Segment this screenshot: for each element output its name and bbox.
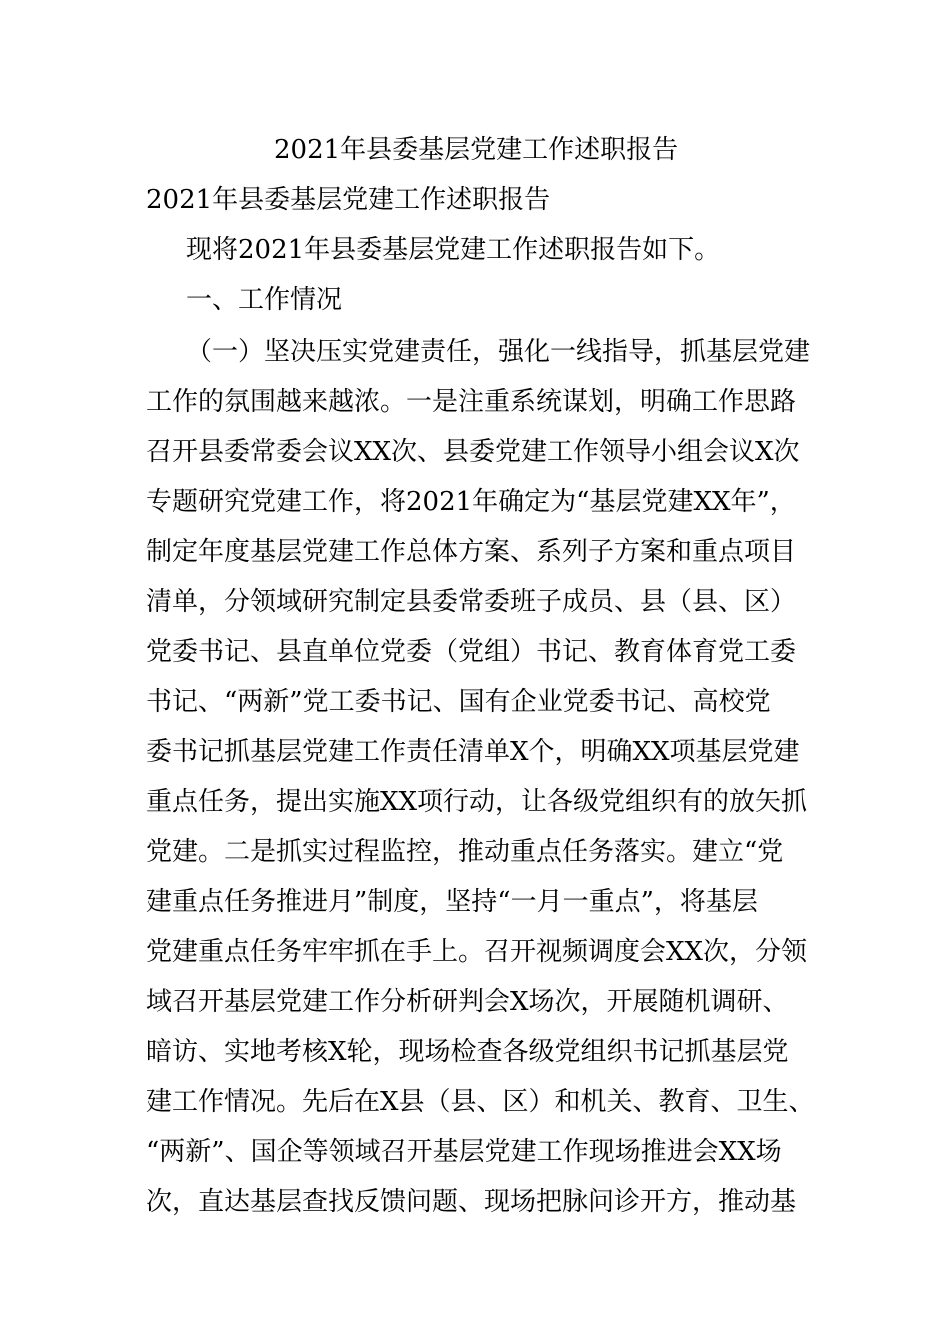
paragraph-line: 工作的氛围越来越浓。一是注重系统谋划，明确工作思路 (146, 387, 797, 417)
paragraph-line: 党委书记、县直单位党委（党组）书记、教育体育党工委 (146, 637, 797, 667)
paragraph-line: 建重点任务推进月”制度，坚持“一月一重点”，将基层 (146, 887, 758, 917)
paragraph-line: （一）坚决压实党建责任，强化一线指导，抓基层党建 (186, 337, 811, 367)
paragraph-line: 域召开基层党建工作分析研判会X场次，开展随机调研、 (146, 987, 789, 1017)
paragraph-line: 暗访、实地考核X轮，现场检查各级党组织书记抓基层党 (146, 1037, 789, 1067)
paragraph-line: 党建。二是抓实过程监控，推动重点任务落实。建立“党 (146, 837, 784, 867)
paragraph-line: 书记、“两新”党工委书记、国有企业党委书记、高校党 (146, 687, 771, 717)
paragraph-line: 次，直达基层查找反馈问题、现场把脉问诊开方，推动基 (146, 1187, 797, 1217)
paragraph-line: 重点任务，提出实施XX项行动，让各级党组织有的放矢抓 (146, 787, 808, 817)
intro-paragraph: 现将2021年县委基层党建工作述职报告如下。 (186, 235, 721, 265)
section-heading: 一、工作情况 (186, 285, 343, 315)
document-title: 2021年县委基层党建工作述职报告 (274, 135, 679, 165)
paragraph-line: 召开县委常委会议XX次、县委党建工作领导小组会议X次 (146, 437, 800, 467)
paragraph-line: 委书记抓基层党建工作责任清单X个，明确XX项基层党建 (146, 737, 800, 767)
paragraph-line: 党建重点任务牢牢抓在手上。召开视频调度会XX次，分领 (146, 937, 808, 967)
paragraph-line: “两新”、国企等领域召开基层党建工作现场推进会XX场 (146, 1137, 782, 1167)
paragraph-line: 制定年度基层党建工作总体方案、系列子方案和重点项目 (146, 537, 797, 567)
document-subtitle: 2021年县委基层党建工作述职报告 (146, 185, 551, 215)
paragraph-line: 专题研究党建工作，将2021年确定为“基层党建XX年”， (146, 487, 796, 517)
paragraph-line: 清单，分领域研究制定县委常委班子成员、县（县、区） (146, 587, 797, 617)
paragraph-line: 建工作情况。先后在X县（县、区）和机关、教育、卫生、 (146, 1087, 815, 1117)
